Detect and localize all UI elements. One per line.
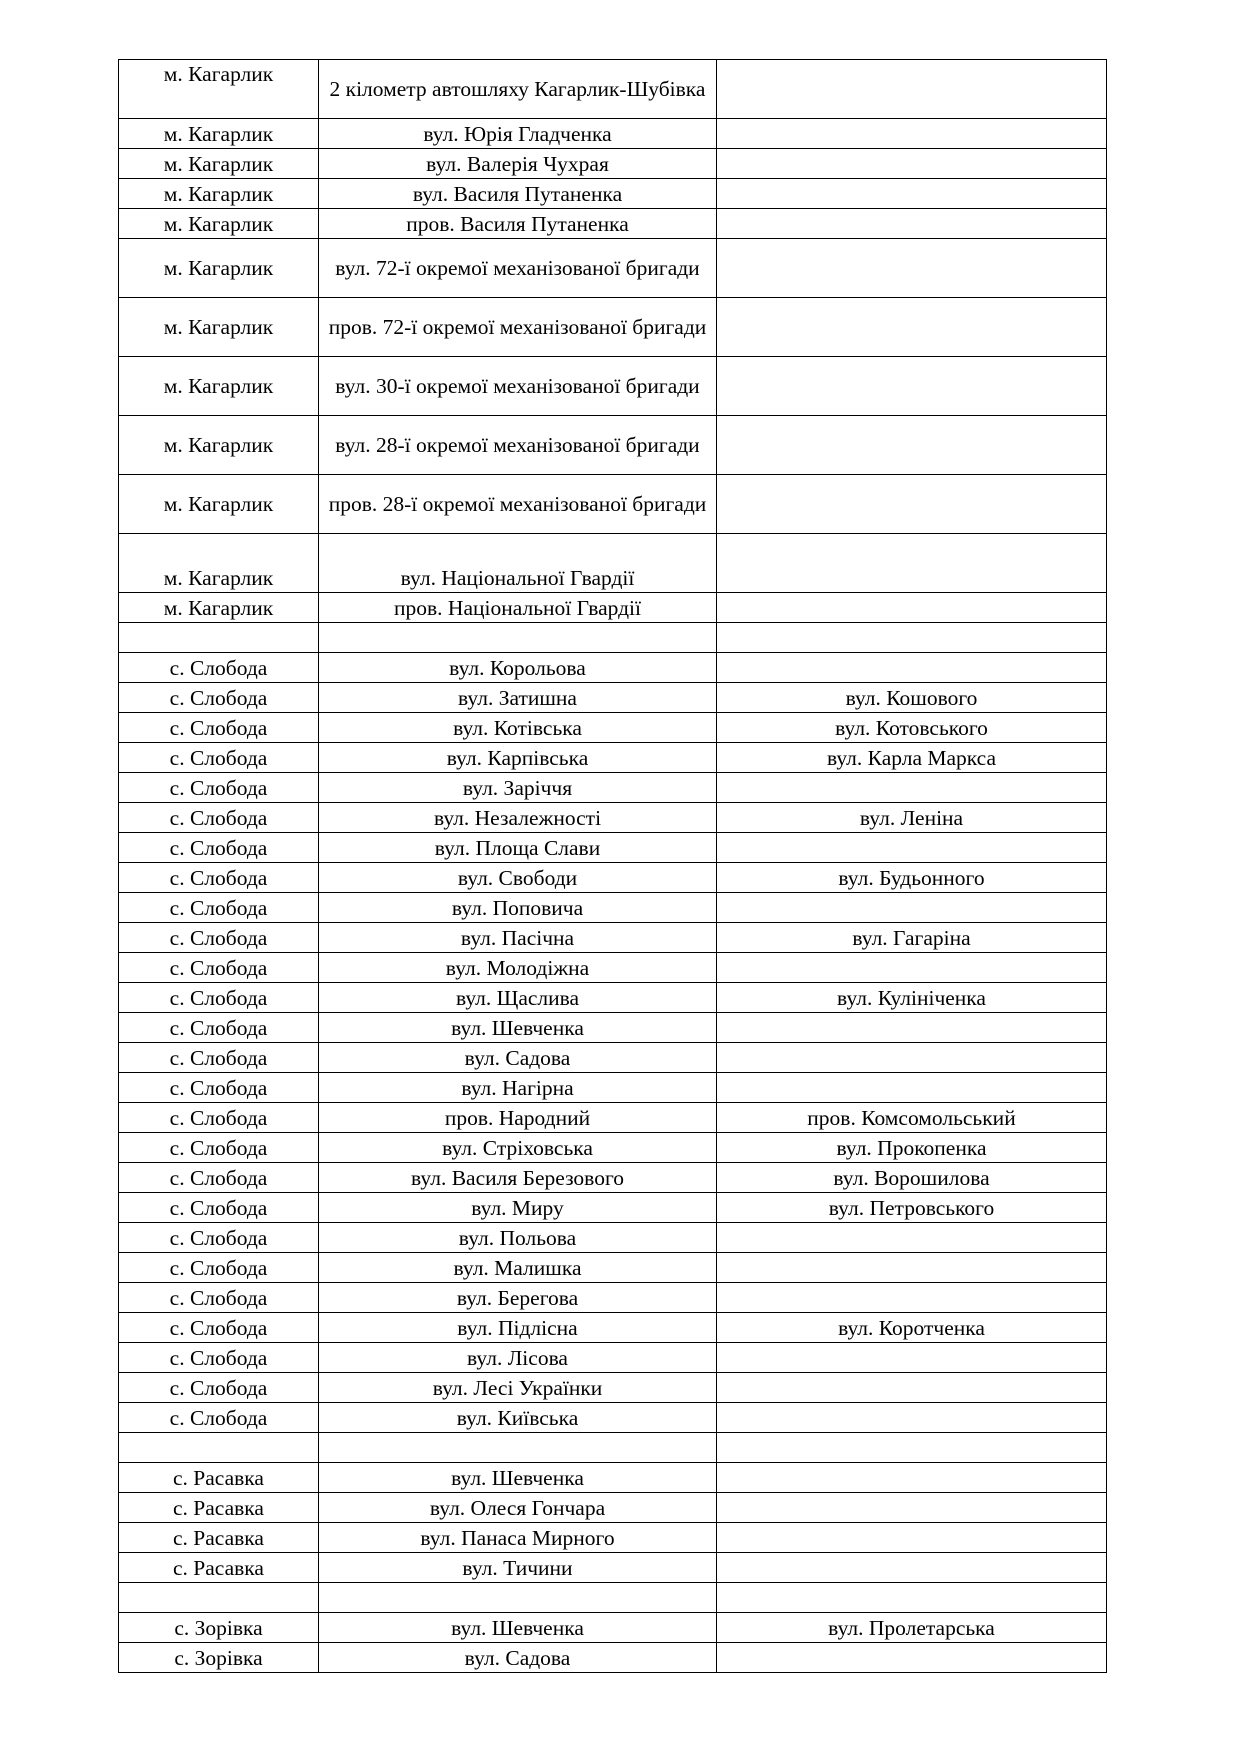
settlement-cell: с. Слобода [119,683,319,713]
settlement-cell: с. Слобода [119,1253,319,1283]
settlement-cell: с. Слобода [119,1133,319,1163]
settlement-cell: с. Слобода [119,653,319,683]
table-row [119,1643,1107,1673]
settlement-cell: с. Слобода [119,743,319,773]
old-street-cell [717,357,1107,416]
settlement-cell: м. Кагарлик [119,593,319,623]
old-street-cell [717,593,1107,623]
old-street-cell [717,1583,1107,1613]
new-street-cell: вул. Стріховська [319,1133,717,1163]
new-street-cell: вул. Молодіжна [319,953,717,983]
new-street-cell: вул. Заріччя [319,773,717,803]
table-row [119,1103,1107,1133]
new-street-cell: 2 кілометр автошляху Кагарлик-Шубівка [319,60,717,119]
new-street-cell: вул. Василя Березового [319,1163,717,1193]
table-row [119,60,1107,119]
settlement-cell: м. Кагарлик [119,475,319,534]
new-street-cell: вул. Панаса Мирного [319,1523,717,1553]
settlement-cell: с. Слобода [119,1373,319,1403]
table-row [119,179,1107,209]
new-street-cell: вул. Миру [319,1193,717,1223]
old-street-cell [717,1043,1107,1073]
old-street-cell: пров. Комсомольський [717,1103,1107,1133]
new-street-cell: вул. Польова [319,1223,717,1253]
settlement-cell: с. Слобода [119,1223,319,1253]
new-street-cell: вул. Пасічна [319,923,717,953]
settlement-cell: м. Кагарлик [119,416,319,475]
old-street-cell [717,1223,1107,1253]
new-street-cell: вул. Свободи [319,863,717,893]
old-street-cell [717,416,1107,475]
settlement-cell: м. Кагарлик [119,149,319,179]
new-street-cell: пров. Народний [319,1103,717,1133]
table-row [119,1193,1107,1223]
table-row [119,298,1107,357]
table-row [119,953,1107,983]
table-row [119,893,1107,923]
old-street-cell: вул. Петровського [717,1193,1107,1223]
old-street-cell [717,298,1107,357]
table-row [119,475,1107,534]
table-row [119,416,1107,475]
table-row [119,683,1107,713]
street-rename-table [118,59,1107,1673]
table-row [119,1343,1107,1373]
table-row [119,1433,1107,1463]
old-street-cell: вул. Кошового [717,683,1107,713]
settlement-cell: с. Слобода [119,1193,319,1223]
settlement-cell: с. Слобода [119,953,319,983]
settlement-cell: с. Зорівка [119,1643,319,1673]
table-row [119,1073,1107,1103]
table-row [119,1313,1107,1343]
new-street-cell: пров. 72-ї окремої механізованої бригади [319,298,717,357]
table-row [119,1463,1107,1493]
new-street-cell [319,623,717,653]
settlement-cell: с. Расавка [119,1523,319,1553]
settlement-cell: м. Кагарлик [119,179,319,209]
old-street-cell: вул. Кулініченка [717,983,1107,1013]
settlement-cell: с. Слобода [119,1103,319,1133]
table-row [119,1043,1107,1073]
old-street-cell [717,1433,1107,1463]
settlement-cell: с. Слобода [119,863,319,893]
old-street-cell [717,773,1107,803]
new-street-cell: вул. Василя Путаненка [319,179,717,209]
old-street-cell: вул. Пролетарська [717,1613,1107,1643]
table-row [119,653,1107,683]
old-street-cell [717,209,1107,239]
new-street-cell: вул. Шевченка [319,1613,717,1643]
table-row [119,1493,1107,1523]
table-row [119,833,1107,863]
table-row [119,1253,1107,1283]
table-row [119,983,1107,1013]
table-row [119,1283,1107,1313]
new-street-cell: вул. Корольова [319,653,717,683]
table-row [119,119,1107,149]
new-street-cell: пров. Василя Путаненка [319,209,717,239]
settlement-cell: м. Кагарлик [119,60,319,119]
table-row [119,803,1107,833]
settlement-cell: с. Слобода [119,773,319,803]
old-street-cell: вул. Гагаріна [717,923,1107,953]
table-row [119,1013,1107,1043]
new-street-cell: вул. Національної Гвардії [319,534,717,593]
settlement-cell: с. Расавка [119,1463,319,1493]
settlement-cell: с. Слобода [119,893,319,923]
old-street-cell [717,1253,1107,1283]
settlement-cell: м. Кагарлик [119,209,319,239]
old-street-cell: вул. Коротченка [717,1313,1107,1343]
old-street-cell [717,119,1107,149]
settlement-cell: с. Слобода [119,1013,319,1043]
table-body [119,60,1107,1673]
table-row [119,773,1107,803]
new-street-cell: вул. Тичини [319,1553,717,1583]
old-street-cell [717,953,1107,983]
old-street-cell [717,1343,1107,1373]
new-street-cell: вул. Площа Слави [319,833,717,863]
settlement-cell: м. Кагарлик [119,298,319,357]
settlement-cell [119,1433,319,1463]
table-row [119,239,1107,298]
old-street-cell [717,1283,1107,1313]
old-street-cell [717,1373,1107,1403]
table-row [119,1553,1107,1583]
old-street-cell [717,179,1107,209]
table-row [119,209,1107,239]
table-row [119,863,1107,893]
old-street-cell [717,149,1107,179]
new-street-cell: вул. Садова [319,1043,717,1073]
settlement-cell: с. Слобода [119,1163,319,1193]
settlement-cell: м. Кагарлик [119,534,319,593]
new-street-cell: вул. Поповича [319,893,717,923]
new-street-cell: пров. Національної Гвардії [319,593,717,623]
new-street-cell: вул. Щаслива [319,983,717,1013]
new-street-cell: вул. Шевченка [319,1013,717,1043]
new-street-cell: вул. 72-ї окремої механізованої бригади [319,239,717,298]
settlement-cell: с. Слобода [119,1403,319,1433]
table-row [119,593,1107,623]
old-street-cell: вул. Будьонного [717,863,1107,893]
old-street-cell [717,1463,1107,1493]
new-street-cell: вул. 28-ї окремої механізованої бригади [319,416,717,475]
old-street-cell: вул. Ворошилова [717,1163,1107,1193]
settlement-cell: с. Слобода [119,923,319,953]
table-row [119,1223,1107,1253]
settlement-cell [119,623,319,653]
new-street-cell: вул. Затишна [319,683,717,713]
settlement-cell: с. Слобода [119,1343,319,1373]
table-row [119,923,1107,953]
old-street-cell [717,1073,1107,1103]
table-row [119,743,1107,773]
old-street-cell [717,1403,1107,1433]
table-row [119,357,1107,416]
old-street-cell [717,475,1107,534]
old-street-cell: вул. Прокопенка [717,1133,1107,1163]
table-row [119,623,1107,653]
settlement-cell: с. Расавка [119,1553,319,1583]
table-row [119,534,1107,593]
table-row [119,713,1107,743]
old-street-cell [717,1643,1107,1673]
new-street-cell: вул. Олеся Гончара [319,1493,717,1523]
old-street-cell [717,60,1107,119]
new-street-cell: вул. Нагірна [319,1073,717,1103]
settlement-cell: с. Слобода [119,713,319,743]
new-street-cell: вул. Лісова [319,1343,717,1373]
new-street-cell: вул. Лесі Українки [319,1373,717,1403]
new-street-cell: вул. Малишка [319,1253,717,1283]
table-row [119,1163,1107,1193]
old-street-cell [717,239,1107,298]
settlement-cell: с. Слобода [119,983,319,1013]
old-street-cell: вул. Леніна [717,803,1107,833]
new-street-cell: вул. Незалежності [319,803,717,833]
new-street-cell: вул. Підлісна [319,1313,717,1343]
settlement-cell [119,1583,319,1613]
settlement-cell: м. Кагарлик [119,357,319,416]
settlement-cell: м. Кагарлик [119,119,319,149]
table-row [119,1583,1107,1613]
settlement-cell: с. Слобода [119,1043,319,1073]
settlement-cell: с. Слобода [119,1283,319,1313]
old-street-cell [717,833,1107,863]
new-street-cell: пров. 28-ї окремої механізованої бригади [319,475,717,534]
table-row [119,1523,1107,1553]
old-street-cell [717,653,1107,683]
old-street-cell: вул. Карла Маркса [717,743,1107,773]
settlement-cell: с. Слобода [119,833,319,863]
old-street-cell [717,623,1107,653]
old-street-cell [717,1523,1107,1553]
settlement-cell: с. Слобода [119,803,319,833]
settlement-cell: с. Слобода [119,1073,319,1103]
old-street-cell [717,534,1107,593]
new-street-cell: вул. Валерія Чухрая [319,149,717,179]
new-street-cell: вул. Юрія Гладченка [319,119,717,149]
old-street-cell [717,1013,1107,1043]
new-street-cell [319,1433,717,1463]
new-street-cell: вул. Котівська [319,713,717,743]
new-street-cell: вул. 30-ї окремої механізованої бригади [319,357,717,416]
new-street-cell: вул. Карпівська [319,743,717,773]
table-row [119,1133,1107,1163]
settlement-cell: м. Кагарлик [119,239,319,298]
settlement-cell: с. Слобода [119,1313,319,1343]
table-row [119,1613,1107,1643]
old-street-cell [717,1553,1107,1583]
table-row [119,1373,1107,1403]
settlement-cell: с. Расавка [119,1493,319,1523]
settlement-cell: с. Зорівка [119,1613,319,1643]
new-street-cell: вул. Берегова [319,1283,717,1313]
table-row [119,149,1107,179]
new-street-cell: вул. Шевченка [319,1463,717,1493]
old-street-cell [717,893,1107,923]
table-row [119,1403,1107,1433]
new-street-cell: вул. Київська [319,1403,717,1433]
new-street-cell: вул. Садова [319,1643,717,1673]
old-street-cell [717,1493,1107,1523]
old-street-cell: вул. Котовського [717,713,1107,743]
new-street-cell [319,1583,717,1613]
